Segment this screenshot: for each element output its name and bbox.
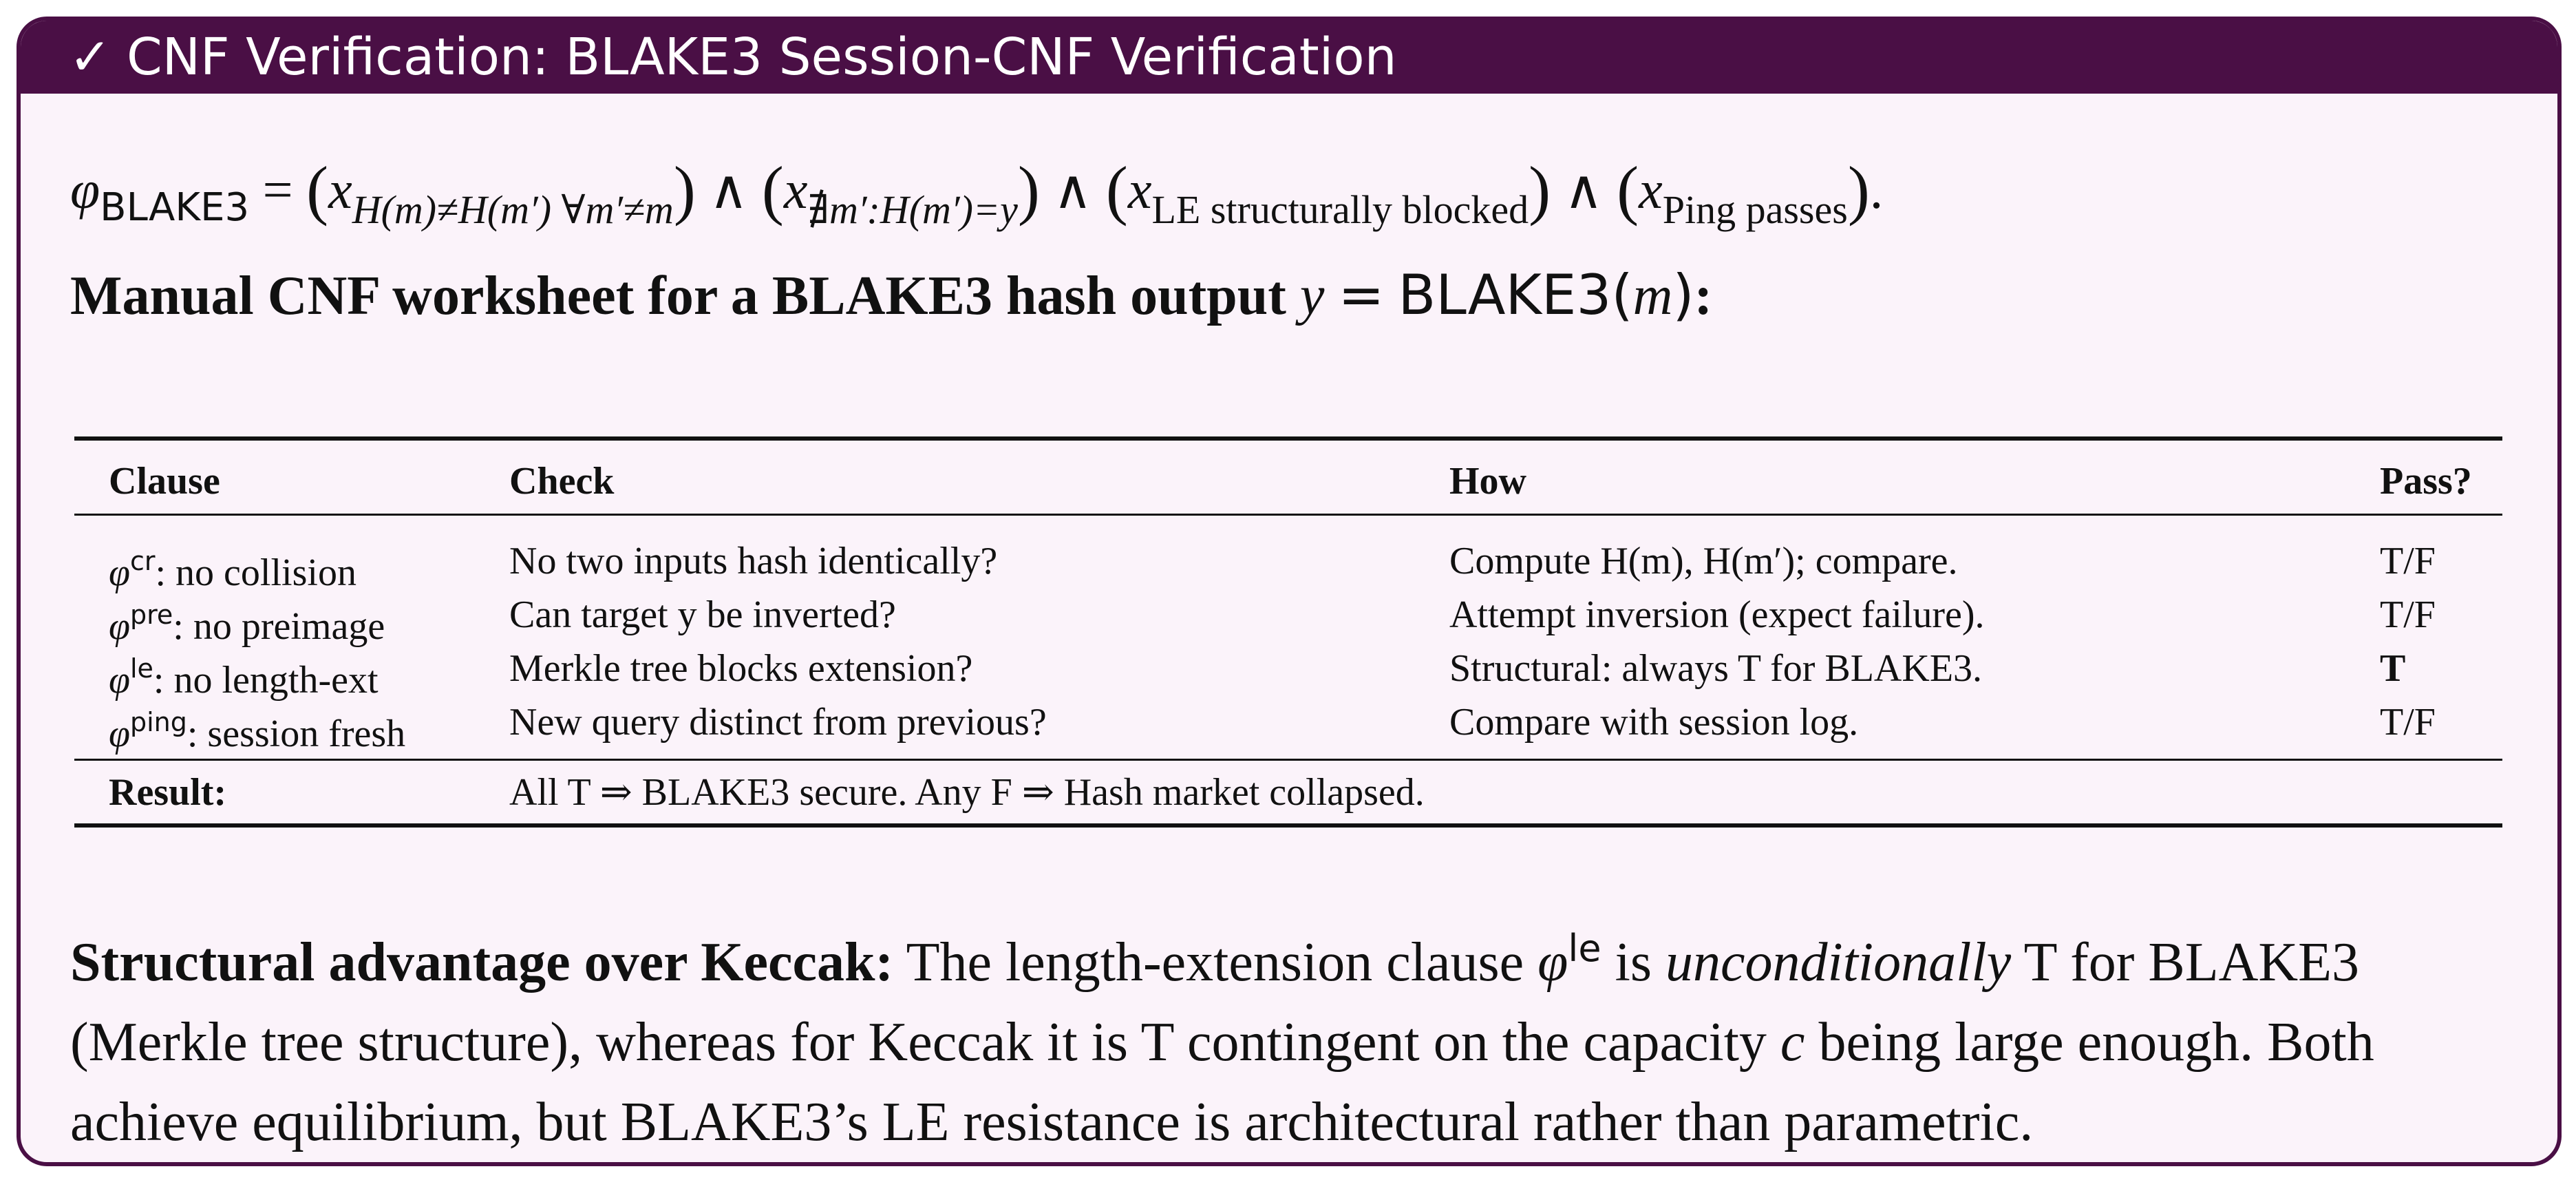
- paragraph-text-3: T for BLAKE3 (Merkle tree structure), whereas for Keccak it is T contingent on the capacity: [70, 932, 2360, 1073]
- heading-fn: BLAKE3: [1398, 263, 1612, 327]
- how-cell: Attempt inversion (expect failure).: [1449, 593, 1985, 636]
- table-bottom-rule: [74, 823, 2502, 828]
- clause-cell: $\varphi^{ping}$: session fresh: [109, 707, 406, 755]
- paragraph-text-1: The length-extension clause: [893, 932, 1538, 993]
- table-row: [74, 534, 2502, 594]
- heading-text: Manual CNF worksheet for a BLAKE3 hash output: [70, 266, 1286, 326]
- clause4-sub: Ping passes: [1662, 187, 1848, 232]
- result-row: [74, 766, 2502, 819]
- how-cell: Structural: always T for BLAKE3.: [1449, 647, 1983, 690]
- check-cell: Merkle tree blocks extension?: [509, 647, 973, 690]
- paragraph-emphasis: unconditionally: [1665, 932, 2012, 993]
- paragraph-c-var: c: [1780, 1012, 1805, 1073]
- pass-cell: T/F: [2380, 701, 2436, 744]
- heading-colon: :: [1694, 266, 1713, 326]
- how-cell: Compute H(m), H(m′); compare.: [1449, 540, 1958, 582]
- clause4-var: x: [1639, 160, 1663, 220]
- header-how: How: [1449, 460, 1526, 503]
- table-row: [74, 588, 2502, 648]
- table-header-row: [74, 454, 2502, 508]
- phi-symbol: φ: [70, 160, 100, 220]
- box-title: CNF Verification: BLAKE3 Session-CNF Verification: [127, 28, 1397, 87]
- table-header-rule: [74, 514, 2502, 516]
- clause2-sub: ∄m′:H(m′)=y: [807, 187, 1018, 232]
- clause-cell: $\varphi^{pre}$: no preimage: [109, 600, 385, 648]
- heading-y: y: [1299, 266, 1325, 326]
- result-text: All T ⇒ BLAKE3 secure. Any F ⇒ Hash market collapsed.: [509, 771, 1425, 814]
- clause2-var: x: [783, 160, 808, 220]
- table-top-rule: [74, 436, 2502, 441]
- verification-box: [17, 17, 2562, 1166]
- header-check: Check: [509, 460, 615, 503]
- equals-sign: =: [262, 160, 293, 220]
- header-pass: Pass?: [2380, 460, 2472, 503]
- formula-end: .: [1869, 160, 1884, 220]
- formula-subscript: BLAKE3: [100, 185, 250, 230]
- paragraph-lead: Structural advantage over Keccak:: [70, 932, 894, 993]
- title-bar: [21, 21, 2557, 94]
- check-cell: New query distinct from previous?: [509, 701, 1047, 744]
- pass-cell: T/F: [2380, 540, 2436, 582]
- pass-cell: T/F: [2380, 593, 2436, 636]
- heading-arg: m: [1632, 266, 1673, 326]
- table-row: [74, 642, 2502, 702]
- check-cell: Can target y be inverted?: [509, 593, 896, 636]
- and-op-2: ∧: [1053, 160, 1093, 220]
- clause-cell: $\varphi^{le}$: no length-ext: [109, 653, 379, 702]
- pass-cell: T: [2380, 647, 2406, 690]
- cnf-formula: $\varphi_{BLAKE3} = (x_{H(m)\ne H(m') \forall m'\ne m})$ ∧ $(x_{∄m':H(m')=y})$ ∧ $(x_{LE structurally blocked})$ ∧ $(x_{Ping passes})$.: [70, 153, 1884, 232]
- checkmark-icon: ✓: [69, 28, 112, 87]
- check-cell: No two inputs hash identically?: [509, 540, 998, 582]
- clause1-var: x: [328, 160, 352, 220]
- paragraph-text-2: is: [1601, 932, 1665, 993]
- clause-cell: $\varphi^{cr}$: no collision: [109, 546, 356, 594]
- clause3-var: x: [1127, 160, 1152, 220]
- paragraph-sup: le: [1568, 927, 1601, 970]
- and-op-1: ∧: [709, 160, 749, 220]
- paragraph-text-4: being large enough. Both achieve equilibrium, but BLAKE3’s LE resistance is architectural rather than parametric.: [70, 1012, 2374, 1152]
- paragraph-phi: φ: [1537, 932, 1568, 993]
- clause3-sub: LE structurally blocked: [1151, 187, 1529, 232]
- table-mid-rule: [74, 759, 2502, 761]
- heading-eq: =: [1338, 263, 1385, 327]
- worksheet-heading: Manual CNF worksheet for a BLAKE3 hash output y = BLAKE3(m):: [70, 263, 1713, 327]
- how-cell: Compare with session log.: [1449, 701, 1859, 744]
- header-clause: Clause: [109, 460, 220, 503]
- and-op-3: ∧: [1564, 160, 1604, 220]
- structural-advantage-paragraph: [70, 909, 2520, 1162]
- result-label: Result:: [109, 771, 227, 814]
- clause1-sub: H(m)≠H(m′) ∀m′≠m: [352, 187, 674, 232]
- table-row: [74, 695, 2502, 755]
